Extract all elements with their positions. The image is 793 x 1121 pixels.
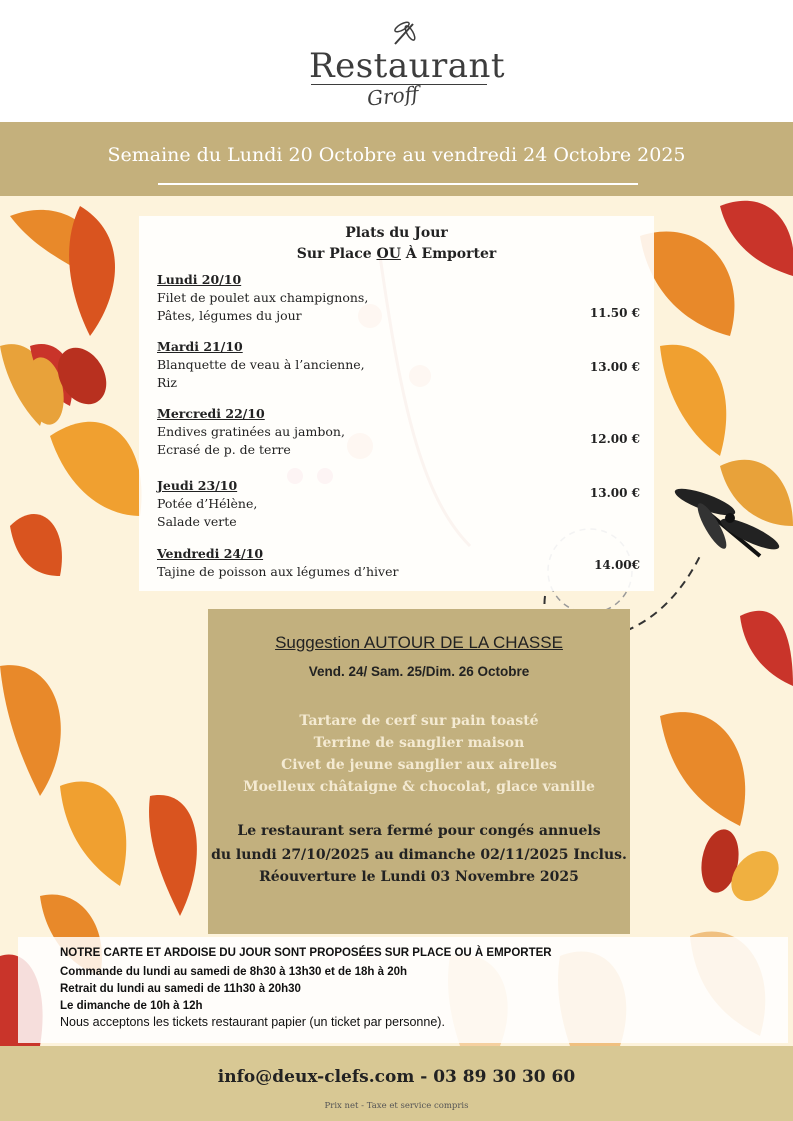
plats-title: Plats du Jour: [345, 225, 448, 241]
dish-line: Riz: [157, 375, 177, 390]
day-name: Vendredi 24/10: [157, 546, 264, 561]
plats-du-jour-card: [139, 216, 654, 591]
price-friday: 14.00€: [594, 558, 640, 572]
info-headline: NOTRE CARTE ET ARDOISE DU JOUR SONT PROPOSÉES SUR PLACE OU À EMPORTER: [60, 947, 552, 959]
banner-divider: [158, 183, 638, 185]
plats-subtitle: Sur Place OU À Emporter: [296, 246, 497, 262]
day-name: Mardi 21/10: [157, 339, 243, 354]
suggestion-title: Suggestion AUTOUR DE LA CHASSE: [275, 633, 563, 652]
closure-notice: Le restaurant sera fermé pour congés annuels: [237, 823, 601, 839]
info-tickets: Nous acceptons les tickets restaurant papier (un ticket par personne).: [60, 1015, 445, 1029]
day-monday: [157, 271, 368, 325]
day-name: Mercredi 22/10: [157, 406, 265, 421]
dish-line: Filet de poulet aux champignons,: [157, 290, 369, 305]
day-friday: [157, 545, 398, 581]
info-sunday-hours: Le dimanche de 10h à 12h: [60, 1000, 203, 1012]
ordering-info-panel: [18, 937, 788, 1043]
dish-line: Ecrasé de p. de terre: [157, 442, 291, 457]
dish-line: Endives gratinées au jambon,: [157, 424, 345, 439]
restaurant-logo: [309, 18, 506, 118]
dish-line: Salade verte: [157, 514, 237, 529]
logo-wordmark: Restaurant: [309, 46, 506, 86]
price-wednesday: 12.00 €: [589, 432, 640, 446]
info-pickup-hours: Retrait du lundi au samedi de 11h30 à 20h30: [60, 983, 301, 995]
price-monday: 11.50 €: [589, 306, 640, 320]
day-tuesday: [157, 338, 365, 392]
suggestion-dish: Terrine de sanglier maison: [313, 735, 525, 751]
day-name: Jeudi 23/10: [157, 478, 238, 493]
suggestion-box: [208, 609, 630, 934]
suggestion-dish: Moelleux châtaigne & chocolat, glace vanille: [243, 779, 595, 795]
dish-line: Tajine de poisson aux légumes d’hiver: [157, 564, 399, 579]
suggestion-dates: Vend. 24/ Sam. 25/Dim. 26 Octobre: [308, 664, 530, 679]
contact-info[interactable]: info@deux-clefs.com - 03 89 30 30 60: [217, 1067, 576, 1087]
day-wednesday: [157, 405, 345, 459]
week-title: Semaine du Lundi 20 Octobre au vendredi 24 Octobre 2025: [107, 144, 686, 166]
price-tuesday: 13.00 €: [589, 360, 640, 374]
info-order-hours: Commande du lundi au samedi de 8h30 à 13h30 et de 18h à 20h: [60, 966, 408, 978]
day-thursday: [157, 477, 257, 531]
closure-notice: du lundi 27/10/2025 au dimanche 02/11/2025 Inclus.: [211, 847, 627, 863]
suggestion-dish: Civet de jeune sanglier aux airelles: [281, 757, 557, 773]
price-thursday: 13.00 €: [589, 486, 640, 500]
dish-line: Potée d’Hélène,: [157, 496, 258, 511]
logo-subtitle: Groff: [365, 81, 420, 111]
dragonfly-logo-icon: [389, 18, 419, 48]
dish-line: Pâtes, légumes du jour: [157, 308, 302, 323]
suggestion-dish: Tartare de cerf sur pain toasté: [299, 713, 539, 729]
dish-line: Blanquette de veau à l’ancienne,: [157, 357, 365, 372]
day-name: Lundi 20/10: [157, 272, 242, 287]
price-note: Prix net - Taxe et service compris: [324, 1101, 469, 1111]
closure-notice: Réouverture le Lundi 03 Novembre 2025: [259, 869, 579, 885]
